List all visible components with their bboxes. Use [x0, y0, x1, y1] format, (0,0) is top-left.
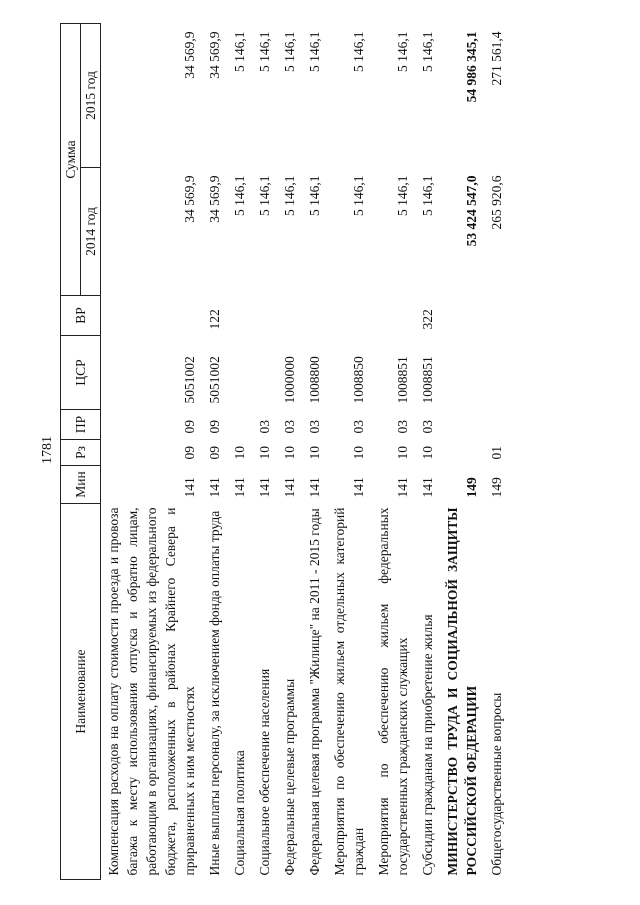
page-number: 1781 — [40, 436, 55, 464]
row-pr: 03 — [420, 420, 435, 434]
row-sum-2014: 5 146,1 — [351, 175, 366, 216]
row-sum-2015: 34 569,9 — [182, 31, 197, 79]
row-name: Федеральная целевая программа "Жилище" на 2011 - 2015 годы — [307, 508, 322, 876]
row-csr: 5051002 — [207, 356, 222, 404]
header-rz: Рз — [61, 440, 101, 466]
row-csr — [227, 336, 252, 410]
row-min: 141 — [232, 477, 247, 498]
row-rz: 09 — [207, 446, 222, 460]
row-csr: 1008800 — [307, 356, 322, 404]
row-sum-2014: 265 920,6 — [489, 175, 504, 230]
table-row — [371, 23, 415, 879]
row-sum-2015: 5 146,1 — [420, 31, 435, 72]
row-vr — [252, 296, 277, 336]
row-sum-2014: 5 146,1 — [420, 175, 435, 216]
row-pr: 03 — [351, 420, 366, 434]
row-rz: 10 — [395, 446, 410, 460]
table-row — [202, 23, 227, 879]
row-sum-2015: 271 561,4 — [489, 31, 504, 86]
row-rz: 10 — [257, 446, 272, 460]
row-csr: 5051002 — [182, 356, 197, 404]
row-rz: 10 — [420, 446, 435, 460]
row-min: 141 — [395, 477, 410, 498]
row-csr: 1008851 — [420, 356, 435, 404]
header-vr: ВР — [61, 296, 101, 336]
row-pr: 03 — [282, 420, 297, 434]
table-row — [277, 23, 302, 879]
row-sum-2014: 5 146,1 — [257, 175, 272, 216]
table-row — [101, 23, 203, 879]
row-rz: 10 — [351, 446, 366, 460]
table-body — [101, 23, 510, 879]
header-2014: 2014 год — [81, 168, 101, 296]
row-pr: 03 — [395, 420, 410, 434]
row-csr — [440, 336, 484, 410]
table-row — [440, 23, 484, 879]
row-pr: 03 — [257, 420, 272, 434]
row-name: Субсидии гражданам на приобретение жилья — [420, 614, 435, 876]
header-2015: 2015 год — [81, 23, 101, 167]
row-vr — [327, 296, 371, 336]
row-pr — [440, 410, 484, 440]
row-sum-2014: 34 569,9 — [207, 175, 222, 223]
row-sum-2015: 5 146,1 — [282, 31, 297, 72]
row-name: Общегосударственные вопросы — [489, 692, 504, 876]
row-name: Мероприятия по обеспечению жильем отдельных категорий граждан — [332, 507, 366, 876]
row-name: Федеральные целевые программы — [282, 678, 297, 876]
row-csr: 1008851 — [395, 356, 410, 404]
header-csr: ЦСР — [61, 336, 101, 410]
row-sum-2014: 53 424 547,0 — [464, 175, 479, 247]
row-pr: 03 — [307, 420, 322, 434]
row-min: 141 — [351, 477, 366, 498]
row-sum-2014: 5 146,1 — [232, 175, 247, 216]
row-sum-2015: 5 146,1 — [232, 31, 247, 72]
header-sum: Сумма — [61, 23, 81, 295]
row-vr — [227, 296, 252, 336]
row-sum-2015: 5 146,1 — [257, 31, 272, 72]
header-name: Наименование — [61, 504, 101, 880]
row-min: 141 — [257, 477, 272, 498]
row-sum-2015: 5 146,1 — [395, 31, 410, 72]
row-vr — [277, 296, 302, 336]
row-pr: 09 — [207, 420, 222, 434]
row-rz: 01 — [489, 446, 504, 460]
row-min: 141 — [207, 477, 222, 498]
row-name: Компенсация расходов на оплату стоимости проезда и провоза багажа к месту использования отпуска и обратно лицам, работающим в организациях, финансируемых из федерального бюджета, расположенных в районах Крайнего Севера и приравненных к ним местностях — [106, 507, 197, 876]
table-row — [484, 23, 509, 879]
row-rz: 10 — [307, 446, 322, 460]
table-row — [327, 23, 371, 879]
row-pr — [484, 410, 509, 440]
row-rz: 10 — [282, 446, 297, 460]
row-rz — [440, 440, 484, 466]
row-vr — [371, 296, 415, 336]
row-vr — [101, 296, 203, 336]
row-sum-2014: 5 146,1 — [307, 175, 322, 216]
row-vr — [484, 296, 509, 336]
row-csr — [252, 336, 277, 410]
row-min: 141 — [307, 477, 322, 498]
row-pr: 09 — [182, 420, 197, 434]
table-row — [252, 23, 277, 879]
row-min: 149 — [489, 477, 504, 498]
row-sum-2014: 5 146,1 — [282, 175, 297, 216]
row-sum-2015: 34 569,9 — [207, 31, 222, 79]
row-vr — [440, 296, 484, 336]
row-min: 141 — [182, 477, 197, 498]
header-row-1 — [61, 23, 81, 879]
row-name: Социальная политика — [232, 750, 247, 876]
row-name: Иные выплаты персоналу, за исключением фонда оплаты труда — [207, 510, 222, 876]
row-csr: 1000000 — [282, 356, 297, 404]
row-sum-2014: 34 569,9 — [182, 175, 197, 223]
row-csr — [484, 336, 509, 410]
row-name: МИНИСТЕРСТВО ТРУДА И СОЦИАЛЬНОЙ ЗАЩИТЫ РОССИЙСКОЙ ФЕДЕРАЦИИ — [445, 507, 479, 876]
row-sum-2015: 5 146,1 — [307, 31, 322, 72]
row-rz: 10 — [232, 446, 247, 460]
table-row — [415, 23, 440, 879]
table-row — [227, 23, 252, 879]
row-min: 149 — [464, 477, 479, 498]
row-sum-2015: 54 986 345,1 — [464, 31, 479, 103]
row-min: 141 — [420, 477, 435, 498]
row-min: 141 — [282, 477, 297, 498]
row-rz: 09 — [182, 446, 197, 460]
row-name: Социальное обеспечение населения — [257, 668, 272, 876]
row-vr: 322 — [420, 309, 435, 330]
rotated-sheet — [40, 20, 620, 880]
header-pr: ПР — [61, 410, 101, 440]
row-pr — [227, 410, 252, 440]
budget-table — [60, 23, 509, 880]
row-vr: 122 — [207, 309, 222, 330]
header-min: Мин — [61, 466, 101, 504]
table-row — [302, 23, 327, 879]
row-name: Мероприятия по обеспечению жильем федеральных государственных гражданских служащих — [376, 507, 410, 876]
row-sum-2015: 5 146,1 — [351, 31, 366, 72]
row-sum-2014: 5 146,1 — [395, 175, 410, 216]
row-vr — [302, 296, 327, 336]
row-csr: 1008850 — [351, 356, 366, 404]
